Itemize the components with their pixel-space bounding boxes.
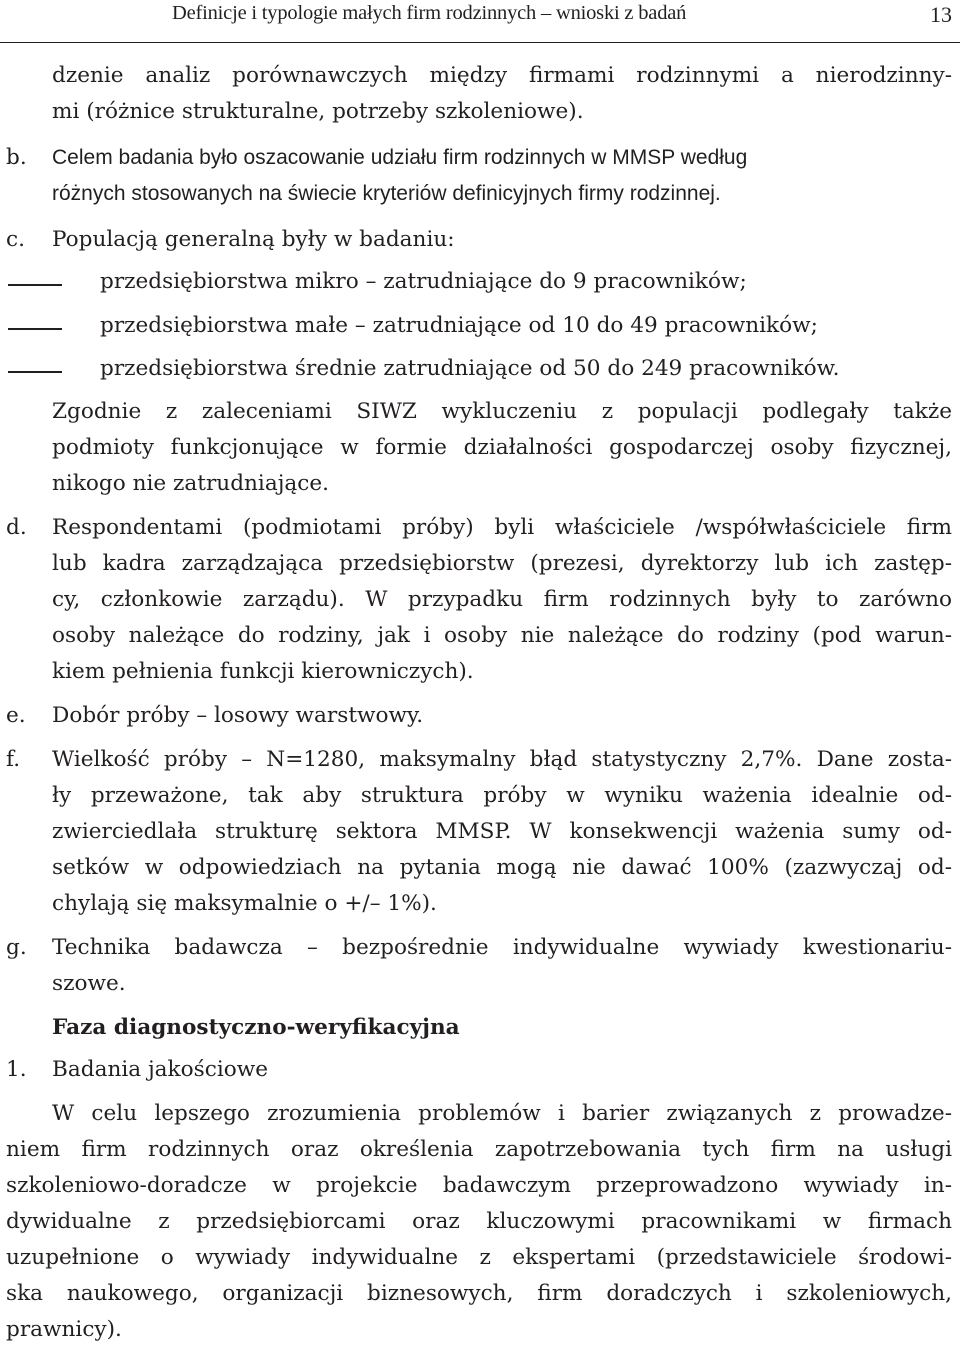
- item-d-line-3: cy, członkowie zarządu). W przypadku firm rodzinnych były to zarówno: [52, 587, 952, 612]
- item-d-line-5: kiem pełnienia funkcji kierowniczych).: [52, 659, 474, 684]
- item-g-line-2: szowe.: [52, 971, 126, 996]
- closing-line-4: dywidualne z przedsiębiorcami oraz kluczowymi pracownikami w firmach: [6, 1209, 952, 1234]
- item-d-line-4: osoby należące do rodziny, jak i osoby nie należące do rodziny (pod warun-: [52, 623, 952, 648]
- item-b-line-1: Celem badania było oszacowanie udziału firm rodzinnych w MMSP według: [52, 146, 748, 169]
- closing-line-1: W celu lepszego zrozumienia problemów i barier związanych z prowadze-: [52, 1101, 952, 1126]
- item-c-note-line-1: Zgodnie z zaleceniami SIWZ wykluczeniu z populacji podlegały także: [52, 399, 952, 424]
- closing-line-7: prawnicy).: [6, 1317, 122, 1342]
- running-header: [0, 0, 960, 43]
- item-f-line-2: ły przeważone, tak aby struktura próby w wyniku ważenia idealnie od-: [52, 783, 952, 808]
- item-b-line-2: różnych stosowanych na świecie kryteriów definicyjnych firmy rodzinnej.: [52, 182, 721, 205]
- item-f-line-3: zwierciedlała strukturę sektora MMSP. W konsekwencji ważenia sumy od-: [52, 819, 952, 844]
- item-d-line-1: Respondentami (podmiotami próby) byli właściciele /współwłaściciele firm: [52, 515, 952, 540]
- item-c-bullet-1: przedsiębiorstwa mikro – zatrudniające do 9 pracowników;: [100, 269, 747, 294]
- closing-line-6: ska naukowego, organizacji biznesowych, firm doradczych i szkoleniowych,: [6, 1281, 952, 1306]
- item-c-bullet-3: przedsiębiorstwa średnie zatrudniające od 50 do 249 pracowników.: [100, 356, 840, 381]
- item-f-line-5: chylają się maksymalnie o +/– 1%).: [52, 891, 437, 916]
- item-c-marker: c.: [6, 227, 25, 252]
- intro-line-2: mi (różnice strukturalne, potrzeby szkoleniowe).: [52, 99, 584, 124]
- item-f-line-4: setków w odpowiedziach na pytania mogą nie dawać 100% (zazwyczaj od-: [52, 855, 952, 880]
- item-d-line-2: lub kadra zarządzająca przedsiębiorstw (prezesi, dyrektorzy lub ich zastęp-: [52, 551, 952, 576]
- item-c-bullet-2: przedsiębiorstwa małe – zatrudniające od 10 do 49 pracowników;: [100, 313, 818, 338]
- item-g-marker: g.: [6, 935, 27, 960]
- bullet-dash-icon: [8, 371, 62, 373]
- item-g-line-1: Technika badawcza – bezpośrednie indywidualne wywiady kwestionariu-: [52, 935, 952, 960]
- bullet-dash-icon: [8, 328, 62, 330]
- item-d-marker: d.: [6, 515, 27, 540]
- item-f-marker: f.: [6, 747, 21, 772]
- page-number: 13: [930, 2, 952, 27]
- item-e-line-1: Dobór próby – losowy warstwowy.: [52, 703, 424, 728]
- item-c-note-line-2: podmioty funkcjonujące w formie działalności gospodarczej osoby fizycznej,: [52, 435, 952, 460]
- closing-line-3: szkoleniowo-doradcze w projekcie badawczym przeprowadzono wywiady in-: [6, 1173, 952, 1198]
- closing-line-5: uzupełnione o wywiady indywidualne z ekspertami (przedstawiciele środowi-: [6, 1245, 952, 1270]
- item-e-marker: e.: [6, 703, 26, 728]
- item-f-line-1: Wielkość próby – N=1280, maksymalny błąd statystyczny 2,7%. Dane zosta-: [52, 747, 952, 772]
- header-title: Definicje i typologie małych firm rodzinnych – wnioski z badań: [172, 2, 687, 24]
- bullet-dash-icon: [8, 284, 62, 286]
- subsection-marker: 1.: [6, 1057, 27, 1082]
- closing-line-2: niem firm rodzinnych oraz określenia zapotrzebowania tych firm na usługi: [6, 1137, 952, 1162]
- item-c-lead: Populacją generalną były w badaniu:: [52, 227, 455, 252]
- section-heading: Faza diagnostyczno-weryfikacyjna: [52, 1015, 460, 1040]
- subsection-title: Badania jakościowe: [52, 1057, 268, 1082]
- item-c-note-line-3: nikogo nie zatrudniające.: [52, 471, 330, 496]
- item-b-marker: b.: [6, 145, 27, 170]
- intro-line-1: dzenie analiz porównawczych między firmami rodzinnymi a nierodzinny-: [52, 63, 952, 88]
